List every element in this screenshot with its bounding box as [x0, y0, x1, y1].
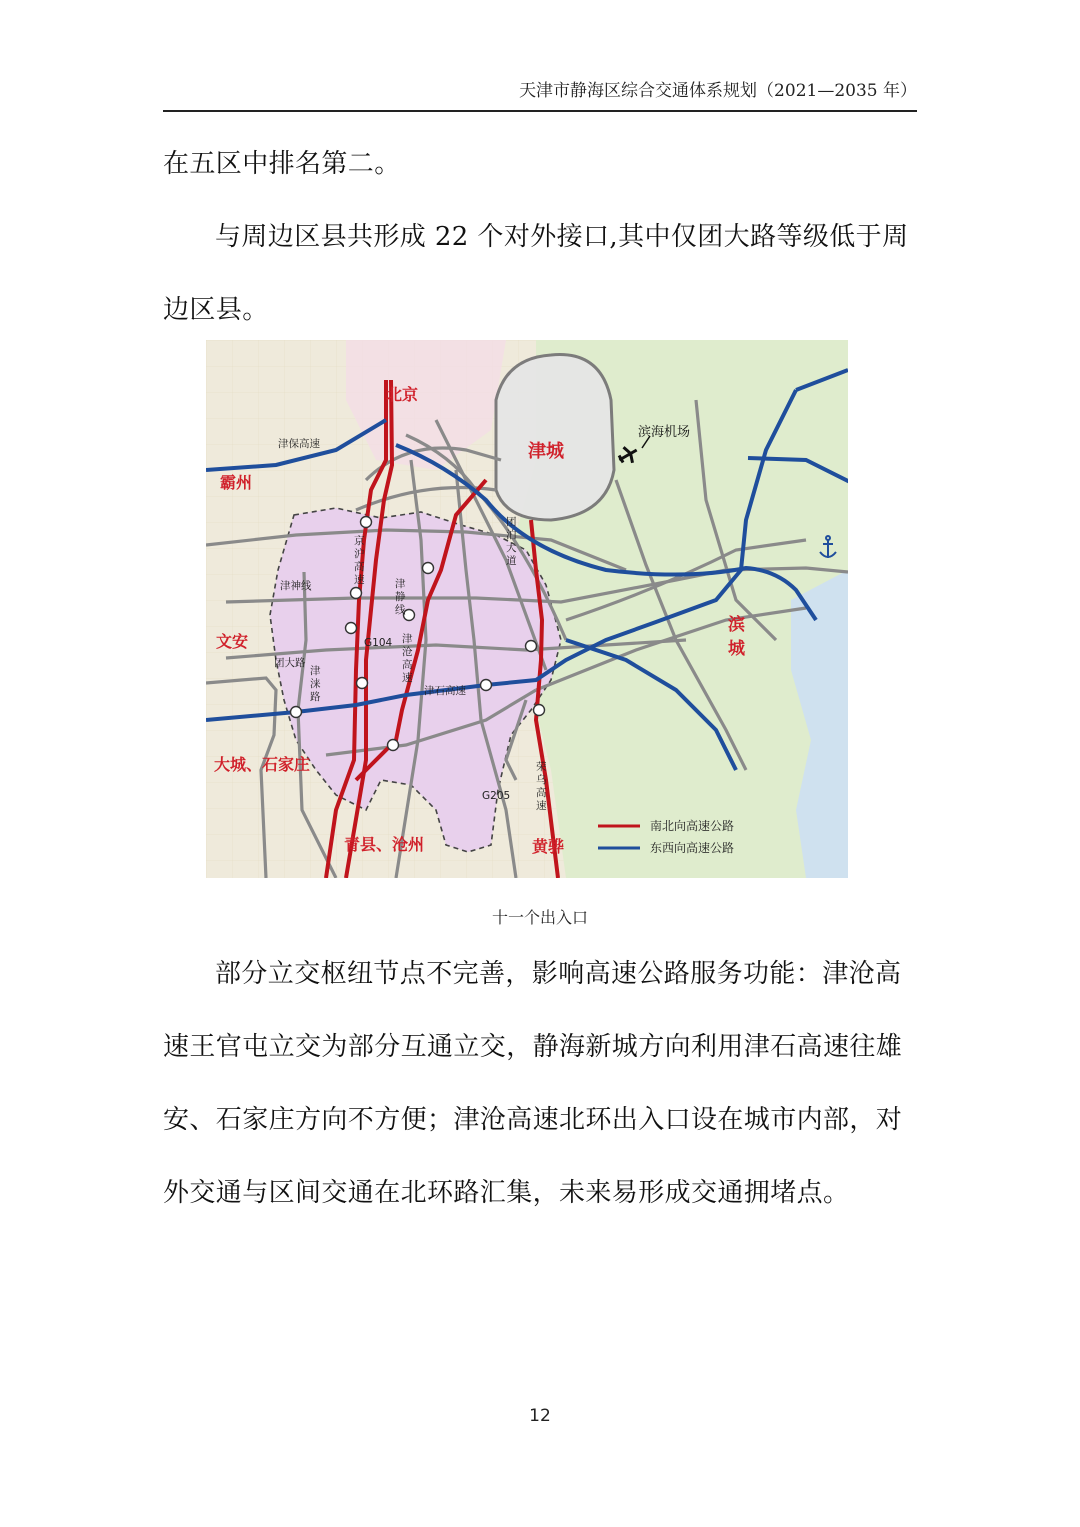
road-network-map [206, 340, 848, 878]
running-header: 天津市静海区综合交通体系规划（2021—2035 年） [519, 81, 917, 101]
page-number: 12 [529, 1406, 551, 1426]
exit-node [351, 588, 362, 599]
svg-text:团: 团 [506, 516, 517, 528]
map-label-bincheng-1: 滨 [728, 615, 745, 635]
exit-node [388, 740, 399, 751]
svg-text:泊: 泊 [506, 529, 517, 541]
road-label-jinshi: 津石高速 [424, 685, 466, 697]
svg-text:津: 津 [395, 578, 406, 590]
svg-text:大: 大 [506, 542, 517, 554]
svg-text:津: 津 [402, 633, 413, 645]
exit-node [534, 705, 545, 716]
legend-label-ew: 东西向高速公路 [650, 841, 735, 855]
road-label-jinlai [310, 664, 321, 703]
svg-text:高: 高 [536, 787, 547, 799]
exit-node [361, 517, 372, 528]
paragraph-1: 在五区中排名第二。 [163, 149, 401, 179]
exit-node [481, 680, 492, 691]
legend-label-ns: 南北向高速公路 [650, 819, 735, 833]
exit-node [346, 623, 357, 634]
road-label-tuanda: 团大路 [274, 657, 306, 669]
map-label-jincheng: 津城 [528, 441, 564, 462]
svg-text:速: 速 [402, 672, 413, 684]
poi-label-airport: 滨海机场 [638, 425, 691, 440]
svg-text:道: 道 [506, 555, 517, 567]
road-label-g205: G205 [482, 790, 511, 802]
svg-text:速: 速 [354, 574, 365, 586]
svg-text:速: 速 [536, 800, 547, 812]
exit-node [291, 707, 302, 718]
svg-text:乌: 乌 [536, 774, 547, 786]
map-label-bincheng-2: 城 [728, 639, 745, 659]
road-label-jinbao: 津保高速 [278, 438, 320, 450]
svg-text:静: 静 [395, 591, 406, 603]
map-label-wenan: 文安 [216, 632, 249, 651]
road-label-jinjing [395, 577, 406, 616]
svg-text:涞: 涞 [310, 678, 321, 690]
exit-node [526, 641, 537, 652]
jincheng-ring [496, 355, 614, 520]
svg-text:高: 高 [402, 659, 413, 671]
road-label-g104: G104 [364, 637, 393, 649]
road-label-tuanbo [506, 516, 517, 567]
svg-text:津: 津 [310, 665, 321, 677]
svg-text:路: 路 [310, 691, 321, 703]
svg-text:京: 京 [354, 535, 365, 547]
map-label-bazhou: 霸州 [220, 473, 253, 492]
svg-text:高: 高 [354, 561, 365, 573]
svg-text:沪: 沪 [354, 548, 365, 560]
svg-text:线: 线 [395, 604, 406, 616]
svg-text:沧: 沧 [402, 646, 413, 658]
exit-node [357, 678, 368, 689]
header-rule [163, 110, 917, 112]
figure-caption: 十一个出入口 [491, 908, 588, 927]
paragraph-2: 与周边区县共形成 22 个对外接口,其中仅团大路等级低于周边区县。 [163, 222, 909, 325]
map-label-huanghua: 黄骅 [532, 837, 565, 856]
map-label-dacheng: 大城、石家庄 [214, 755, 311, 774]
svg-text:荣: 荣 [536, 761, 547, 773]
map-label-qingxian: 青县、沧州 [344, 835, 425, 854]
road-label-jinshen: 津神线 [280, 580, 312, 592]
map-label-beijing: 北京 [386, 385, 419, 404]
exit-node [423, 563, 434, 574]
paragraph-3: 部分立交枢纽节点不完善，影响高速公路服务功能：津沧高速王官屯立交为部分互通立交，静海新城方向利用津石高速往雄安、石家庄方向不方便；津沧高速北环出入口设在城市内部，对外交通与区间交通在北环路汇集，未来易形成交通拥堵点。 [163, 959, 903, 1208]
